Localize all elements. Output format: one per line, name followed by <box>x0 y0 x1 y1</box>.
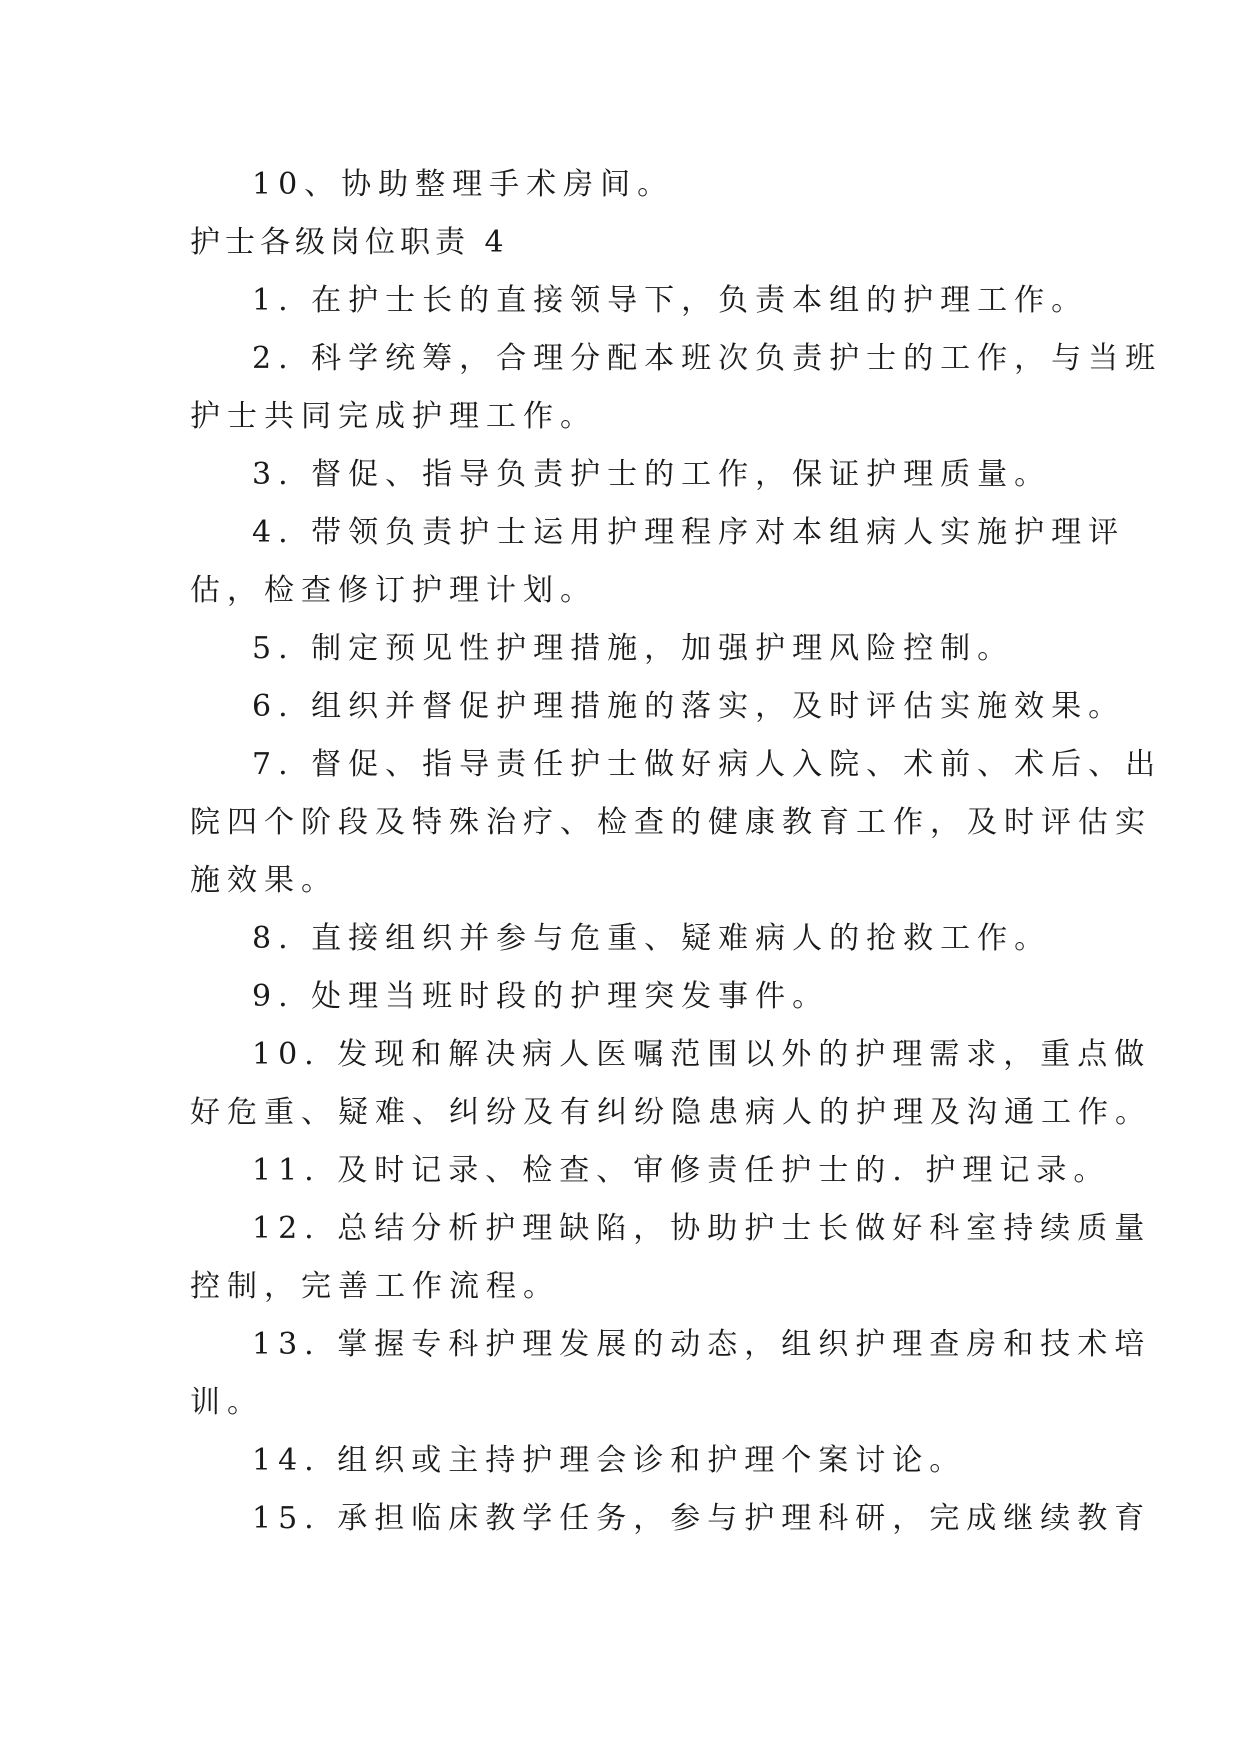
duty-7-continuation-1: 院四个阶段及特殊治疗、检查的健康教育工作，及时评估实 <box>190 805 1152 840</box>
duty-4-continuation: 估，检查修订护理计划。 <box>190 573 597 608</box>
duty-2-line: 2. 科学统筹，合理分配本班次负责护士的工作，与当班 <box>252 341 1163 376</box>
duty-5-line: 5. 制定预见性护理措施，加强护理风险控制。 <box>252 631 1015 666</box>
duty-4-line: 4. 带领负责护士运用护理程序对本组病人实施护理评 <box>252 515 1126 550</box>
section-heading: 护士各级岗位职责 4 <box>190 225 509 260</box>
duty-9-line: 9. 处理当班时段的护理突发事件。 <box>252 979 830 1014</box>
duty-3-line: 3. 督促、指导负责护士的工作，保证护理质量。 <box>252 457 1052 492</box>
duty-14-line: 14. 组织或主持护理会诊和护理个案讨论。 <box>252 1443 967 1478</box>
duty-7-continuation-2: 施效果。 <box>190 863 338 898</box>
duty-7-line: 7. 督促、指导责任护士做好病人入院、术前、术后、出 <box>252 747 1163 782</box>
duty-10-line: 10. 发现和解决病人医嘱范围以外的护理需求，重点做 <box>252 1037 1152 1072</box>
duty-12-line: 12. 总结分析护理缺陷，协助护士长做好科室持续质量 <box>252 1211 1152 1246</box>
duty-8-line: 8. 直接组织并参与危重、疑难病人的抢救工作。 <box>252 921 1052 956</box>
duty-15-line: 15. 承担临床教学任务，参与护理科研，完成继续教育 <box>252 1501 1152 1536</box>
duty-13-line: 13. 掌握专科护理发展的动态，组织护理查房和技术培 <box>252 1327 1152 1362</box>
duty-1-line: 1. 在护士长的直接领导下，负责本组的护理工作。 <box>252 283 1089 318</box>
duty-11-line: 11. 及时记录、检查、审修责任护士的. 护理记录。 <box>252 1153 1111 1188</box>
duty-6-line: 6. 组织并督促护理措施的落实，及时评估实施效果。 <box>252 689 1126 724</box>
item-10-assist-line: 10、协助整理手术房间。 <box>252 167 675 202</box>
duty-10-continuation: 好危重、疑难、纠纷及有纠纷隐患病人的护理及沟通工作。 <box>190 1095 1152 1130</box>
duty-12-continuation: 控制，完善工作流程。 <box>190 1269 560 1304</box>
duty-2-continuation: 护士共同完成护理工作。 <box>190 399 597 434</box>
duty-13-continuation: 训。 <box>190 1385 264 1420</box>
